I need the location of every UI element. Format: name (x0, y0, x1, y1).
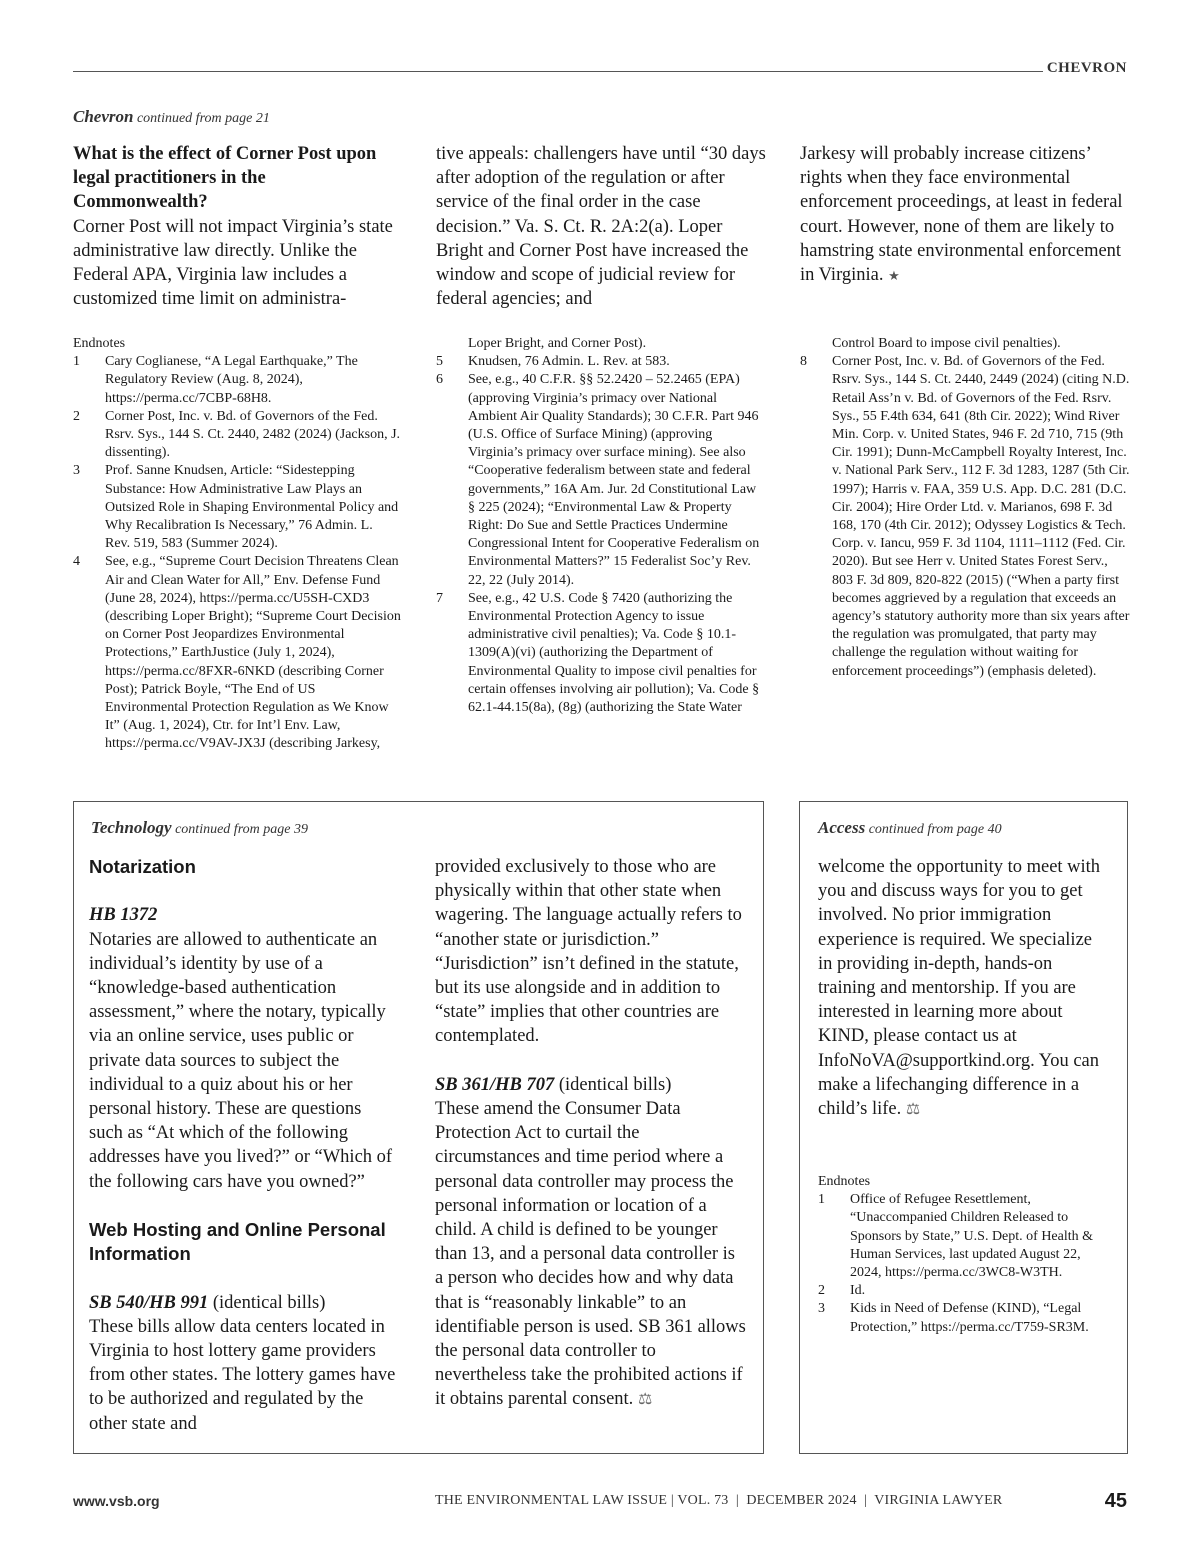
endnote-item (436, 335, 766, 353)
page-number: 45 (1104, 1490, 1127, 1512)
technology-title: Technology (91, 818, 172, 837)
chevron-endnotes-col-1 (73, 335, 401, 754)
chevron-paragraph-3 (800, 142, 1128, 288)
scales-icon: ⚖ (905, 1101, 921, 1119)
endnote-text: See, e.g., 42 U.S. Code § 7420 (authorizing the Environmental Protection Agency to issue administrative civil penalties); Va. Code § 10.1-1309(A)(vi) (authorizing the Department of Environmental Quality to impose civil penalties for certain offenses involving air pollution); Va. Code § 62.1-44.15(8a), (8g) (authorizing the State Water (468, 590, 760, 716)
endnote-number: 5 (436, 354, 443, 370)
chevron-endnotes-col-2 (436, 335, 766, 717)
endnote-item (800, 335, 1130, 353)
endnote-number: 7 (436, 590, 443, 606)
endnote-item (436, 371, 766, 589)
hb1372-heading: HB 1372 (89, 905, 158, 926)
header-rule (73, 71, 1043, 72)
endnote-text: Cary Coglianese, “A Legal Earthquake,” The Regulatory Review (Aug. 8, 2024), https://perma.cc/7CBP-68H8. (105, 354, 358, 406)
chevron-column-1 (73, 142, 398, 311)
endnote-text: Prof. Sanne Knudsen, Article: “Sidestepping Substance: How Administrative Law Plays an Outsized Role in Shaping Environmental Policy and Why Recalibration Is Necessary,” 76 Admin. L. Rev. 519, 583 (Summer 2024). (105, 463, 399, 552)
sb361-text: These amend the Consumer Data Protection Act to curtail the circumstances and time period where a personal data controller may process the personal information or location of a child. A child is defined to be younger than 13, and a personal data controller is a person who decides how and why data that is “reasonably linkable” to an identifiable person is used. SB 361 allows the personal data controller to nevertheless take the prohibited actions if it obtains parental consent. (435, 1099, 746, 1410)
endnote-number: 3 (73, 463, 80, 479)
lottery-text: provided exclusively to those who are physically within that other state when wagering. The language actually refers to “another state or jurisdiction.” “Jurisdiction” isn’t defined in the statute, but its use alongside and in addition to “state” implies that other countries are contemplated. (435, 857, 742, 1047)
endnote-text: Office of Refugee Resettlement, “Unaccompanied Children Released to Sponsors by State,” U.S. Dept. of Health & Human Services, last updated August 22, 2024, https://perma.cc/3WC8-W3TH. (850, 1192, 1094, 1281)
notarization-heading: Notarization (89, 856, 196, 877)
access-title: Access (818, 818, 866, 837)
endnote-number: 3 (818, 1301, 825, 1317)
endnote-item (73, 462, 401, 553)
technology-column-2 (435, 855, 747, 1413)
endnote-number: 2 (818, 1283, 825, 1299)
notarization-text: Notaries are allowed to authenticate an individual’s identity by use of a “knowledge-based authentication assessment,” where the notary, typically via an online service, uses public or private data sources to subject the individual to a quiz about his or her personal history. These are questions such as “At which of the following addresses have you lived?” or “Which of the following cars have you owned?” (89, 929, 393, 1192)
endnote-text: Loper Bright, and Corner Post). (468, 336, 647, 351)
access-text: welcome the opportunity to meet with you and discuss ways for you to get involved. No prior immigration experience is required. We specialize in providing in-depth, hands-on training and mentorship. If you are interested in learning more about KIND, please contact us at InfoNoVA@supportkind.org. You can make a lifechanging difference in a child’s life. (818, 857, 1101, 1120)
chevron-paragraph-3-text: Jarkesy will probably increase citizens’ rights when they face environmental enforcement proceedings, at least in federal court. However, none of them are likely to hamstring state environmental enforcement in Virginia. (800, 144, 1123, 286)
endnotes-label: Endnotes (73, 336, 126, 351)
access-paragraph (818, 855, 1110, 1122)
continued-title: Chevron (73, 107, 134, 126)
endnote-item (818, 1191, 1110, 1282)
continued-text: continued from page 21 (136, 111, 270, 126)
technology-column-1 (89, 855, 399, 1436)
access-continued-heading (818, 818, 1002, 838)
endnote-number: 1 (73, 354, 80, 370)
endnote-text: Kids in Need of Defense (KIND), “Legal Protection,” https://perma.cc/T759-SR3M. (850, 1301, 1089, 1335)
endnote-number: 4 (73, 554, 80, 570)
identical-bills-label-2: (identical bills) (558, 1074, 672, 1095)
endnote-number: 8 (800, 354, 807, 370)
footer-site: www.vsb.org (73, 1493, 160, 1509)
footer-issue: THE ENVIRONMENTAL LAW ISSUE | VOL. 73 | DECEMBER 2024 | VIRGINIA LAWYER (435, 1493, 1003, 1508)
identical-bills-label: (identical bills) (212, 1292, 326, 1313)
sb540-heading: SB 540/HB 991 (89, 1292, 209, 1313)
question-heading: What is the effect of Corner Post upon legal practitioners in the Commonwealth? (73, 144, 377, 213)
endnote-item (818, 1282, 1110, 1300)
endnote-number: 2 (73, 408, 80, 424)
access-continued-text: continued from page 40 (868, 822, 1002, 837)
scales-icon: ⚖ (637, 1391, 653, 1409)
endnote-item (800, 353, 1130, 681)
sb540-line (89, 1291, 399, 1315)
access-endnotes-label: Endnotes (818, 1174, 871, 1189)
technology-continued-heading (91, 818, 308, 838)
endnote-text: Corner Post, Inc. v. Bd. of Governors of the Fed. Rsrv. Sys., 144 S. Ct. 2440, 2482 (2024) (Jackson, J. dissenting). (105, 408, 401, 461)
endnote-number: 6 (436, 372, 443, 388)
chevron-column-2 (436, 142, 766, 311)
endnote-text: See, e.g., 40 C.F.R. §§ 52.2420 – 52.2465 (EPA) (approving Virginia’s primacy over National Ambient Air Quality Standards); 30 C.F.R. Part 946 (U.S. Office of Surface Mining) (approving Virginia’s primacy over surface mining). See also “Cooperative federalism between state and federal governments,” 16A Am. Jur. 2d Constitutional Law § 225 (2024); “Environmental Law & Property Right: Do Sue and Settle Practices Undermine Congressional Intent for Cooperative Federalism on Environmental Matters?” 15 Federalist Soc’y Rev. 22, 22 (July 2014). (468, 372, 760, 588)
access-column (818, 855, 1110, 1122)
sb361-line (435, 1073, 747, 1097)
web-hosting-heading: Web Hosting and Online Personal Information (89, 1219, 386, 1265)
chevron-paragraph-1: Corner Post will not impact Virginia’s state administrative law directly. Unlike the Federal APA, Virginia law includes a customized time limit on administra- (73, 216, 393, 310)
section-tag: CHEVRON (1046, 60, 1127, 76)
chevron-paragraph-2: tive appeals: challengers have until “30 days after adoption of the regulation or after service of the final order in the case decision.” Va. S. Ct. R. 2A:2(a). Loper Bright and Corner Post have increased the window and scope of judicial review for federal agencies; and (436, 144, 766, 310)
endnote-item (818, 1300, 1110, 1336)
sb361-paragraph (435, 1097, 747, 1413)
endnote-text: See, e.g., “Supreme Court Decision Threatens Clean Air and Clean Water for All,” Env. Defense Fund (June 28, 2024), https://perma.cc/U5SH-CXD3 (describing Loper Bright); “Supreme Court Decision on Corner Post Jeopardizes Environmental Protections,” EarthJustice (July 1, 2024), https://perma.cc/8FXR-6NKD (describing Corner Post); Patrick Boyle, “The End of US Environmental Protection Regulation as We Know It” (Aug. 1, 2024), Ctr. for Int’l Env. Law, https://perma.cc/V9AV-JX3J (describing Jarkesy, (105, 554, 401, 752)
access-endnotes (818, 1173, 1110, 1337)
chevron-column-3 (800, 142, 1128, 288)
endnote-text: Knudsen, 76 Admin. L. Rev. at 583. (468, 354, 670, 370)
endnote-item (73, 553, 401, 753)
endnote-text: Id. (850, 1283, 866, 1299)
endnote-item (436, 590, 766, 717)
sb361-heading: SB 361/HB 707 (435, 1074, 555, 1095)
endnote-item (436, 353, 766, 371)
endnote-text: Corner Post, Inc. v. Bd. of Governors of the Fed. Rsrv. Sys., 144 S. Ct. 2440, 2449 (2024) (citing N.D. Retail Ass’n v. Bd. of Governors of the Fed. Rsrv. Sys., 55 F.4th 634, 641 (8th Cir. 2022); Wind River Min. Corp. v. United States, 946 F. 2d 710, 715 (9th Cir. 1991); Dunn-McCampbell Royalty Interest, Inc. v. National Park Serv., 112 F. 3d 1283, 1287 (5th Cir. 1997); Harris v. FAA, 359 U.S. App. D.C. 281 (D.C. Cir. 2004); Hire Order Ltd. v. Marianos, 698 F. 3d 168, 170 (4th Cir. 2012); Odyssey Logistics & Tech. Corp. v. Iancu, 959 F. 3d 1104, 1111–1112 (Fed. Cir. 2020). But see Herr v. United States Forest Serv., 803 F. 3d 809, 820-822 (2015) (“When a party first becomes aggrieved by a regulation that exceeds an agency’s statutory authority more than six years after the regulation was promulgated, that party may challenge the regulation without waiting for enforcement proceedings”) (emphasis deleted). (832, 354, 1130, 679)
end-star-icon: ★ (888, 268, 900, 284)
endnote-text: Control Board to impose civil penalties). (832, 336, 1061, 351)
endnote-number: 1 (818, 1192, 825, 1208)
technology-continued-text: continued from page 39 (175, 822, 308, 837)
endnote-item (73, 408, 401, 463)
chevron-endnotes-col-3 (800, 335, 1130, 681)
sb540-text: These bills allow data centers located in Virginia to host lottery game providers from other states. The lottery games have to be authorized and regulated by the other state and (89, 1316, 396, 1434)
endnote-item (73, 353, 401, 408)
chevron-continued-heading (73, 107, 270, 127)
